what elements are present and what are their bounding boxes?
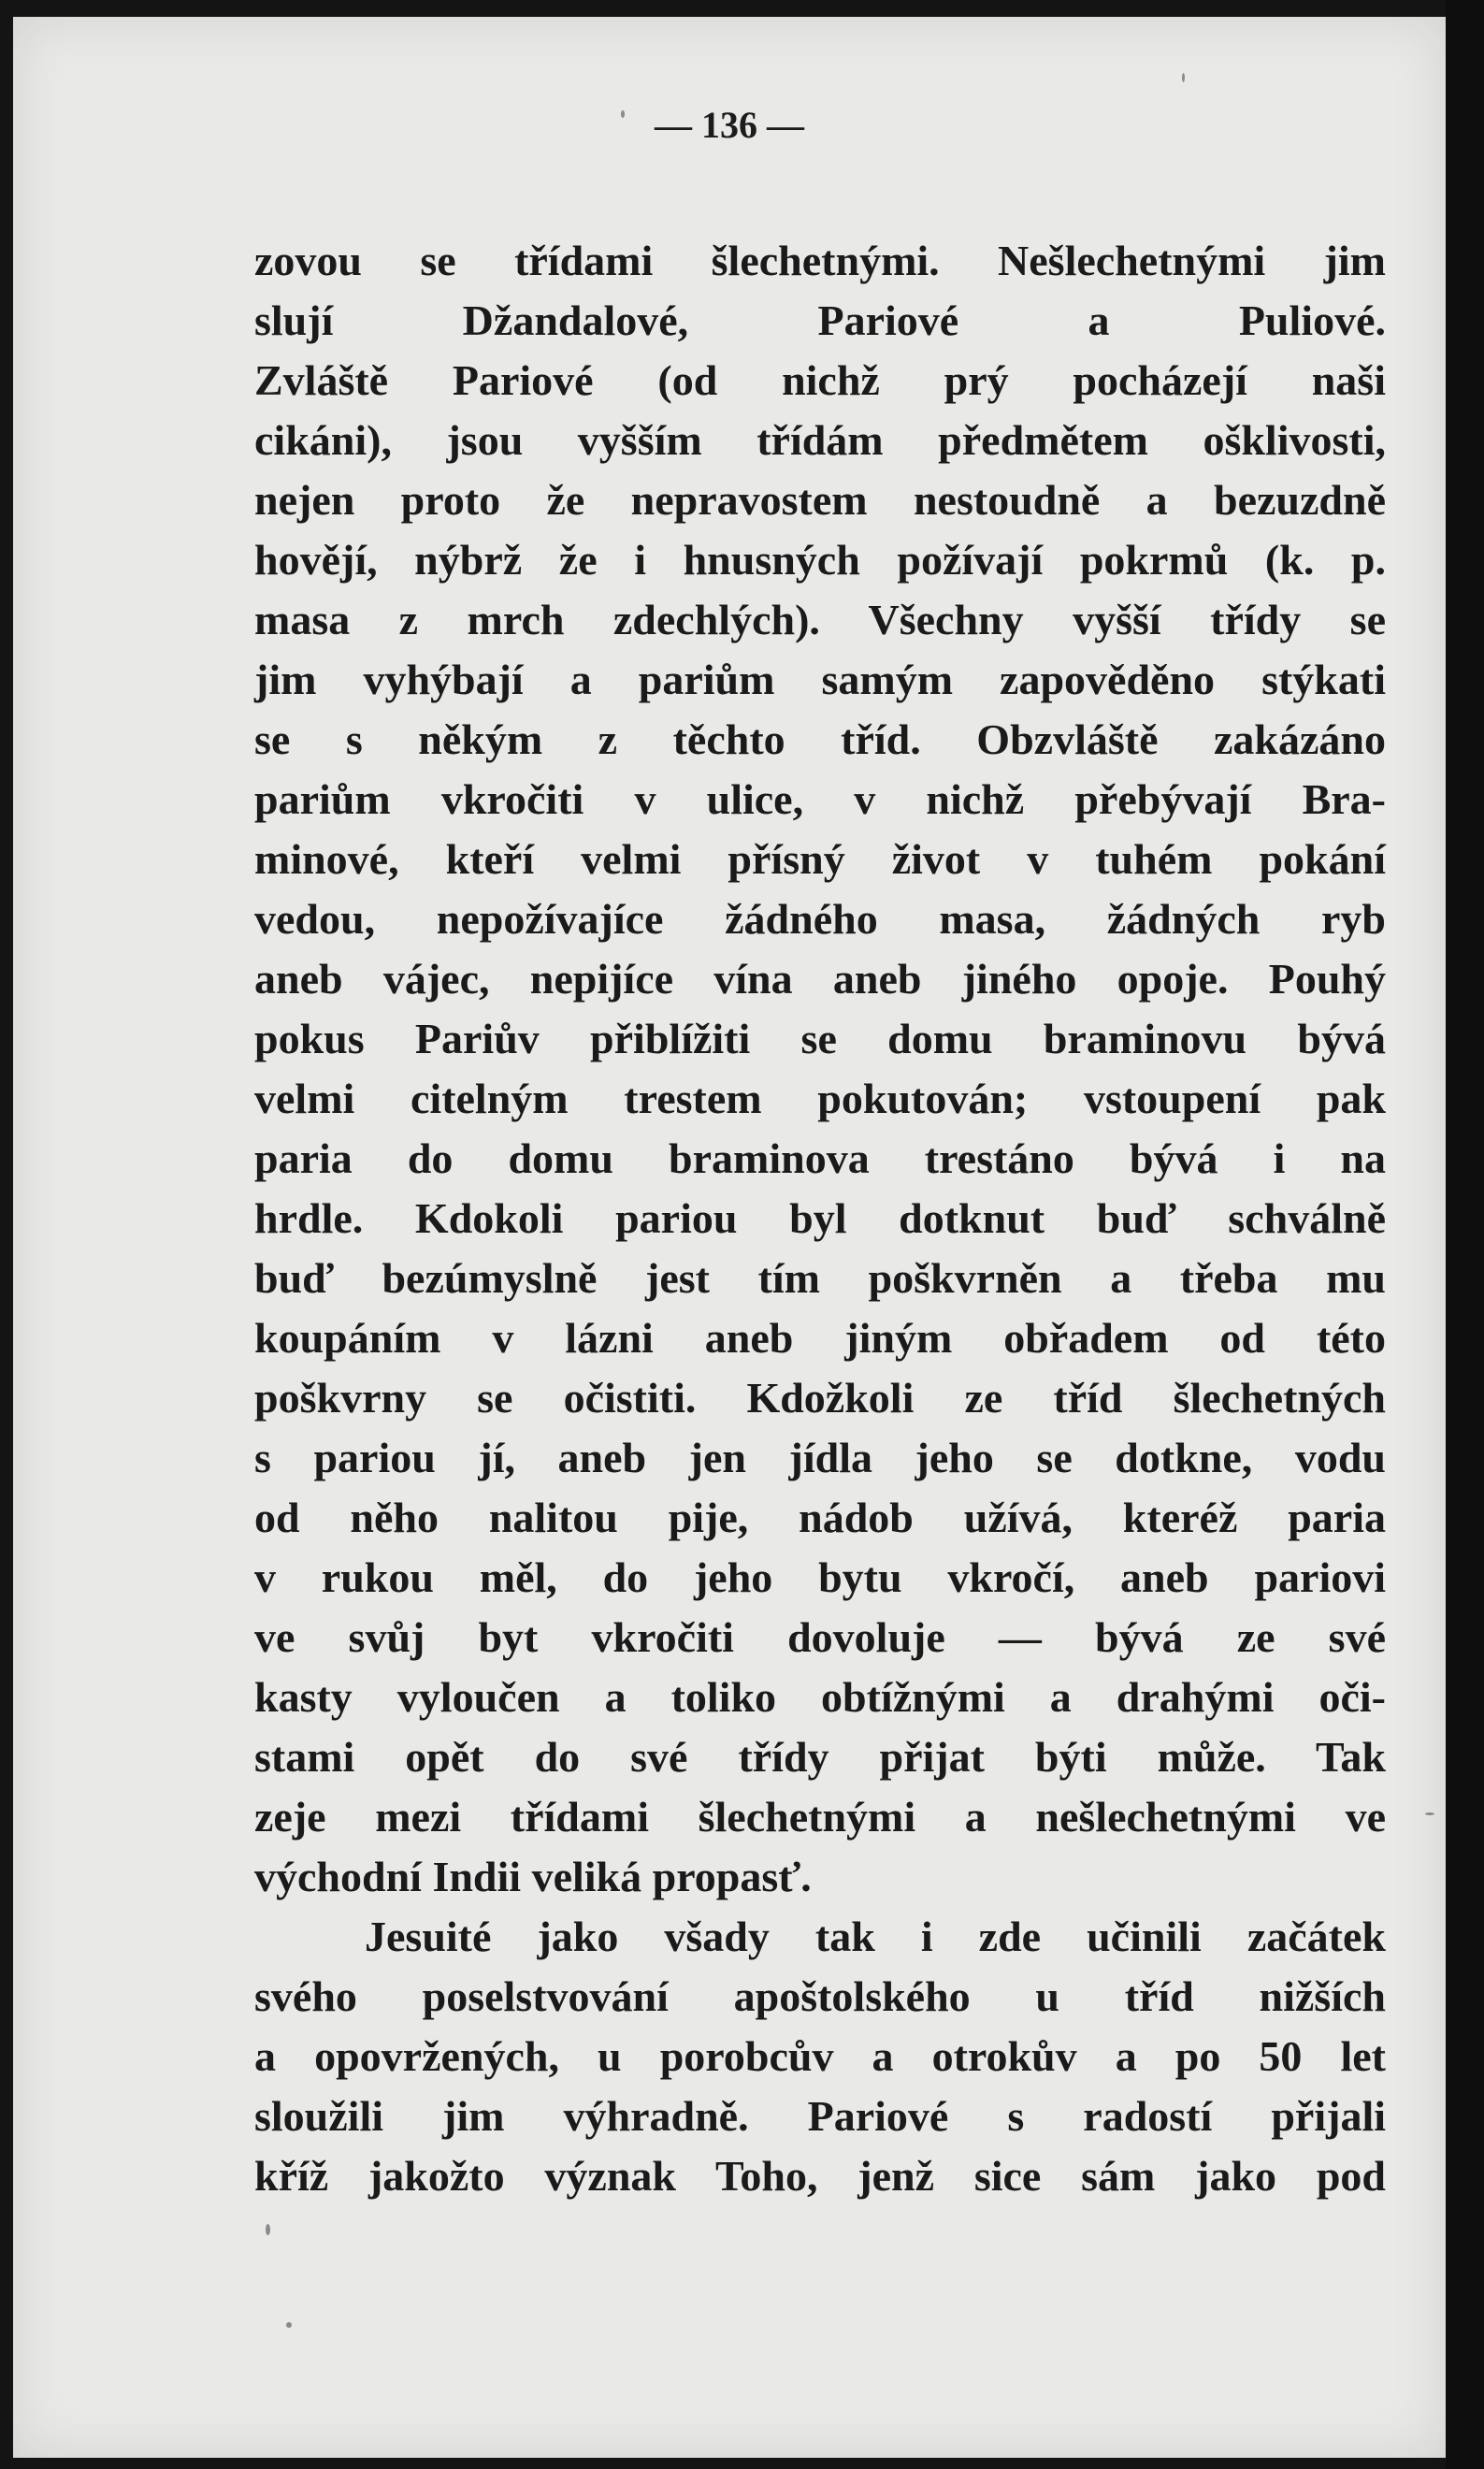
text-line: poškvrny se očistiti. Kdožkoli ze tříd šlechetných (254, 1374, 1386, 1422)
text-line: minové, kteří velmi přísný život v tuhém pokání (254, 835, 1386, 883)
text-line: paria do domu braminova trestáno bývá i na (254, 1134, 1386, 1182)
text-line: slují Džandalové, Pariové a Puliové. (254, 296, 1386, 344)
text-line: vedou, nepožívajíce žádného masa, žádných ryb (254, 895, 1386, 943)
text-line: Zvláště Pariové (od nichž prý pocházejí naši (254, 356, 1386, 404)
text-line: hovějí, nýbrž že i hnusných požívají pokrmů (k. p. (254, 536, 1386, 584)
scan-border (1446, 0, 1484, 2469)
paragraph-start-line: Jesuité jako všady tak i zde učinili začátek (365, 1913, 1386, 1960)
text-line: cikáni), jsou vyšším třídám předmětem ošklivosti, (254, 416, 1386, 464)
body-text (254, 231, 1386, 2206)
book-page (13, 17, 1446, 2458)
text-line: a opovržených, u porobcův a otrokův a po 50 let (254, 2032, 1386, 2080)
text-line: pariům vkročiti v ulice, v nichž přebývají Bra- (254, 775, 1386, 823)
text-line: se s někým z těchto tříd. Obzvláště zakázáno (254, 715, 1386, 763)
paper-speck (1182, 73, 1185, 82)
text-line: velmi citelným trestem pokutován; vstoupení pak (254, 1075, 1386, 1122)
text-line: ve svůj byt vkročiti dovoluje — bývá ze své (254, 1613, 1386, 1661)
page-number: — 136 — (655, 104, 804, 146)
text-line: pokus Pariův přiblížiti se domu braminovu bývá (254, 1015, 1386, 1062)
text-line: sloužili jim výhradně. Pariové s radostí přijali (254, 2092, 1386, 2140)
text-line: zeje mezi třídami šlechetnými a nešlechetnými ve (254, 1793, 1386, 1841)
text-line: kasty vyloučen a toliko obtížnými a drahými oči- (254, 1673, 1386, 1721)
paper-speck (1425, 1812, 1434, 1815)
text-line: od něho nalitou pije, nádob užívá, kteréž paria (254, 1494, 1386, 1541)
text-line: jim vyhýbají a pariům samým zapověděno stýkati (254, 656, 1386, 703)
text-line: východní Indii veliká propasť. (254, 1853, 812, 1900)
text-line: aneb vájec, nepijíce vína aneb jiného opoje. Pouhý (254, 955, 1386, 1003)
text-line: hrdle. Kdokoli pariou byl dotknut buď schválně (254, 1194, 1386, 1242)
text-line: koupáním v lázni aneb jiným obřadem od této (254, 1314, 1386, 1362)
paper-speck (286, 2322, 292, 2328)
paper-speck (621, 110, 625, 118)
text-line: masa z mrch zdechlých). Všechny vyšší třídy se (254, 596, 1386, 643)
text-line: zovou se třídami šlechetnými. Nešlechetnými jim (254, 237, 1386, 284)
text-line: kříž jakožto význak Toho, jenž sice sám jako pod (254, 2152, 1386, 2200)
paper-speck (266, 2224, 270, 2235)
text-line: svého poselstvování apoštolského u tříd nižších (254, 1972, 1386, 2020)
text-line: v rukou měl, do jeho bytu vkročí, aneb pariovi (254, 1553, 1386, 1601)
text-line: stami opět do své třídy přijat býti může. Tak (254, 1733, 1386, 1781)
text-line: s pariou jí, aneb jen jídla jeho se dotkne, vodu (254, 1434, 1386, 1481)
text-line: buď bezúmyslně jest tím poškvrněn a třeba mu (254, 1254, 1386, 1302)
text-line: nejen proto že nepravostem nestoudně a bezuzdně (254, 476, 1386, 524)
